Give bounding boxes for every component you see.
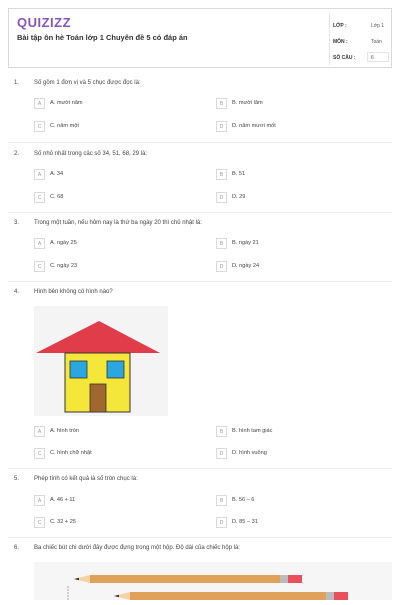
pencils-figure — [34, 562, 392, 600]
option-letter-box: D — [216, 261, 227, 272]
meta-row-question-count — [333, 51, 393, 65]
question-divider — [8, 468, 392, 469]
option-letter-box: C — [34, 121, 45, 132]
pencil-2 — [114, 592, 348, 600]
option-text: A. ngày 25 — [50, 240, 77, 246]
option-text: D. 85 – 31 — [232, 519, 258, 525]
option-letter-box: D — [216, 192, 227, 203]
option-letter-box: B — [216, 169, 227, 180]
meta-label: LỚP : — [333, 23, 347, 29]
question-divider — [8, 212, 392, 213]
worksheet-title: Bài tập ôn hè Toán lớp 1 Chuyên đề 5 có đáp án — [17, 33, 188, 42]
option-text: A. mười năm — [50, 100, 83, 106]
option-text: C. ngày 23 — [50, 263, 78, 269]
question-text: Ba chiếc bút chì dưới đây được đựng trong một hộp. Độ dài của chiếc hộp là: — [34, 545, 241, 551]
question-number: 5. — [14, 476, 20, 482]
worksheet-meta — [333, 9, 393, 69]
question-number: 2. — [14, 151, 20, 157]
option-letter-box: C — [34, 192, 45, 203]
meta-value: Lớp 1 — [371, 23, 385, 29]
option-text: B. ngày 21 — [232, 240, 259, 246]
pencils-image — [34, 562, 392, 600]
option-text: C. 68 — [50, 194, 64, 200]
option-text: B. hình tam giác — [232, 428, 273, 434]
option-text: B. 56 – 6 — [232, 497, 255, 503]
meta-value: Toán — [371, 39, 382, 45]
option-letter-box: C — [34, 261, 45, 272]
pencil-1 — [74, 575, 302, 583]
question-number: 4. — [14, 289, 20, 295]
option-letter-box: B — [216, 495, 227, 506]
option-letter-box: D — [216, 448, 227, 459]
meta-row-subject — [333, 35, 393, 49]
question-text: Trong một tuần, nếu hôm nay là thứ ba ngày 20 thì chủ nhật là: — [34, 220, 202, 226]
option-letter-box: B — [216, 426, 227, 437]
option-text: C. 32 + 25 — [50, 519, 76, 525]
question-divider — [8, 281, 392, 282]
option-text: D. hình vuông — [232, 450, 267, 456]
question-divider — [8, 537, 392, 538]
option-letter-box: C — [34, 517, 45, 528]
question-number: 6. — [14, 545, 20, 551]
house-figure — [34, 306, 168, 416]
option-text: B. mười lăm — [232, 100, 263, 106]
option-text: D. ngày 24 — [232, 263, 260, 269]
option-text: B. 51 — [232, 171, 246, 177]
door-rectangle — [90, 384, 106, 412]
option-text: A. 34 — [50, 171, 64, 177]
question-text: Hình bên không có hình nào? — [34, 289, 113, 295]
option-letter-box: D — [216, 517, 227, 528]
option-text: D. 29 — [232, 194, 246, 200]
option-letter-box: D — [216, 121, 227, 132]
quizizz-logo: QUIZIZZ — [17, 15, 72, 30]
meta-value: 6 — [371, 55, 374, 61]
option-letter-box: A — [34, 98, 45, 109]
meta-label: MÔN : — [333, 39, 348, 45]
option-text: C. hình chữ nhật — [50, 450, 92, 456]
header-divider — [329, 13, 330, 65]
option-letter-box: B — [216, 98, 227, 109]
question-number: 1. — [14, 80, 20, 86]
question-text: Số gồm 1 đơn vị và 5 chục được đọc là: — [34, 80, 141, 86]
option-text: D. năm mươi mốt — [232, 123, 276, 129]
option-letter-box: A — [34, 426, 45, 437]
left-window-square — [70, 361, 87, 378]
option-text: A. hình tròn — [50, 428, 79, 434]
right-window-square — [107, 361, 124, 378]
option-letter-box: C — [34, 448, 45, 459]
option-letter-box: B — [216, 238, 227, 249]
meta-row-class — [333, 19, 393, 33]
meta-label: SỐ CÂU : — [333, 55, 356, 61]
worksheet-header — [8, 8, 392, 68]
house-image — [34, 306, 168, 416]
option-letter-box: A — [34, 495, 45, 506]
option-text: C. năm một — [50, 123, 79, 129]
question-divider — [8, 142, 392, 143]
option-letter-box: A — [34, 238, 45, 249]
question-number: 3. — [14, 220, 20, 226]
question-text: Số nhỏ nhất trong các số 34, 51, 68, 29 là: — [34, 151, 148, 157]
option-letter-box: A — [34, 169, 45, 180]
option-text: A. 46 + 11 — [50, 497, 76, 503]
question-text: Phép tính có kết quả là số tròn chục là: — [34, 476, 138, 482]
